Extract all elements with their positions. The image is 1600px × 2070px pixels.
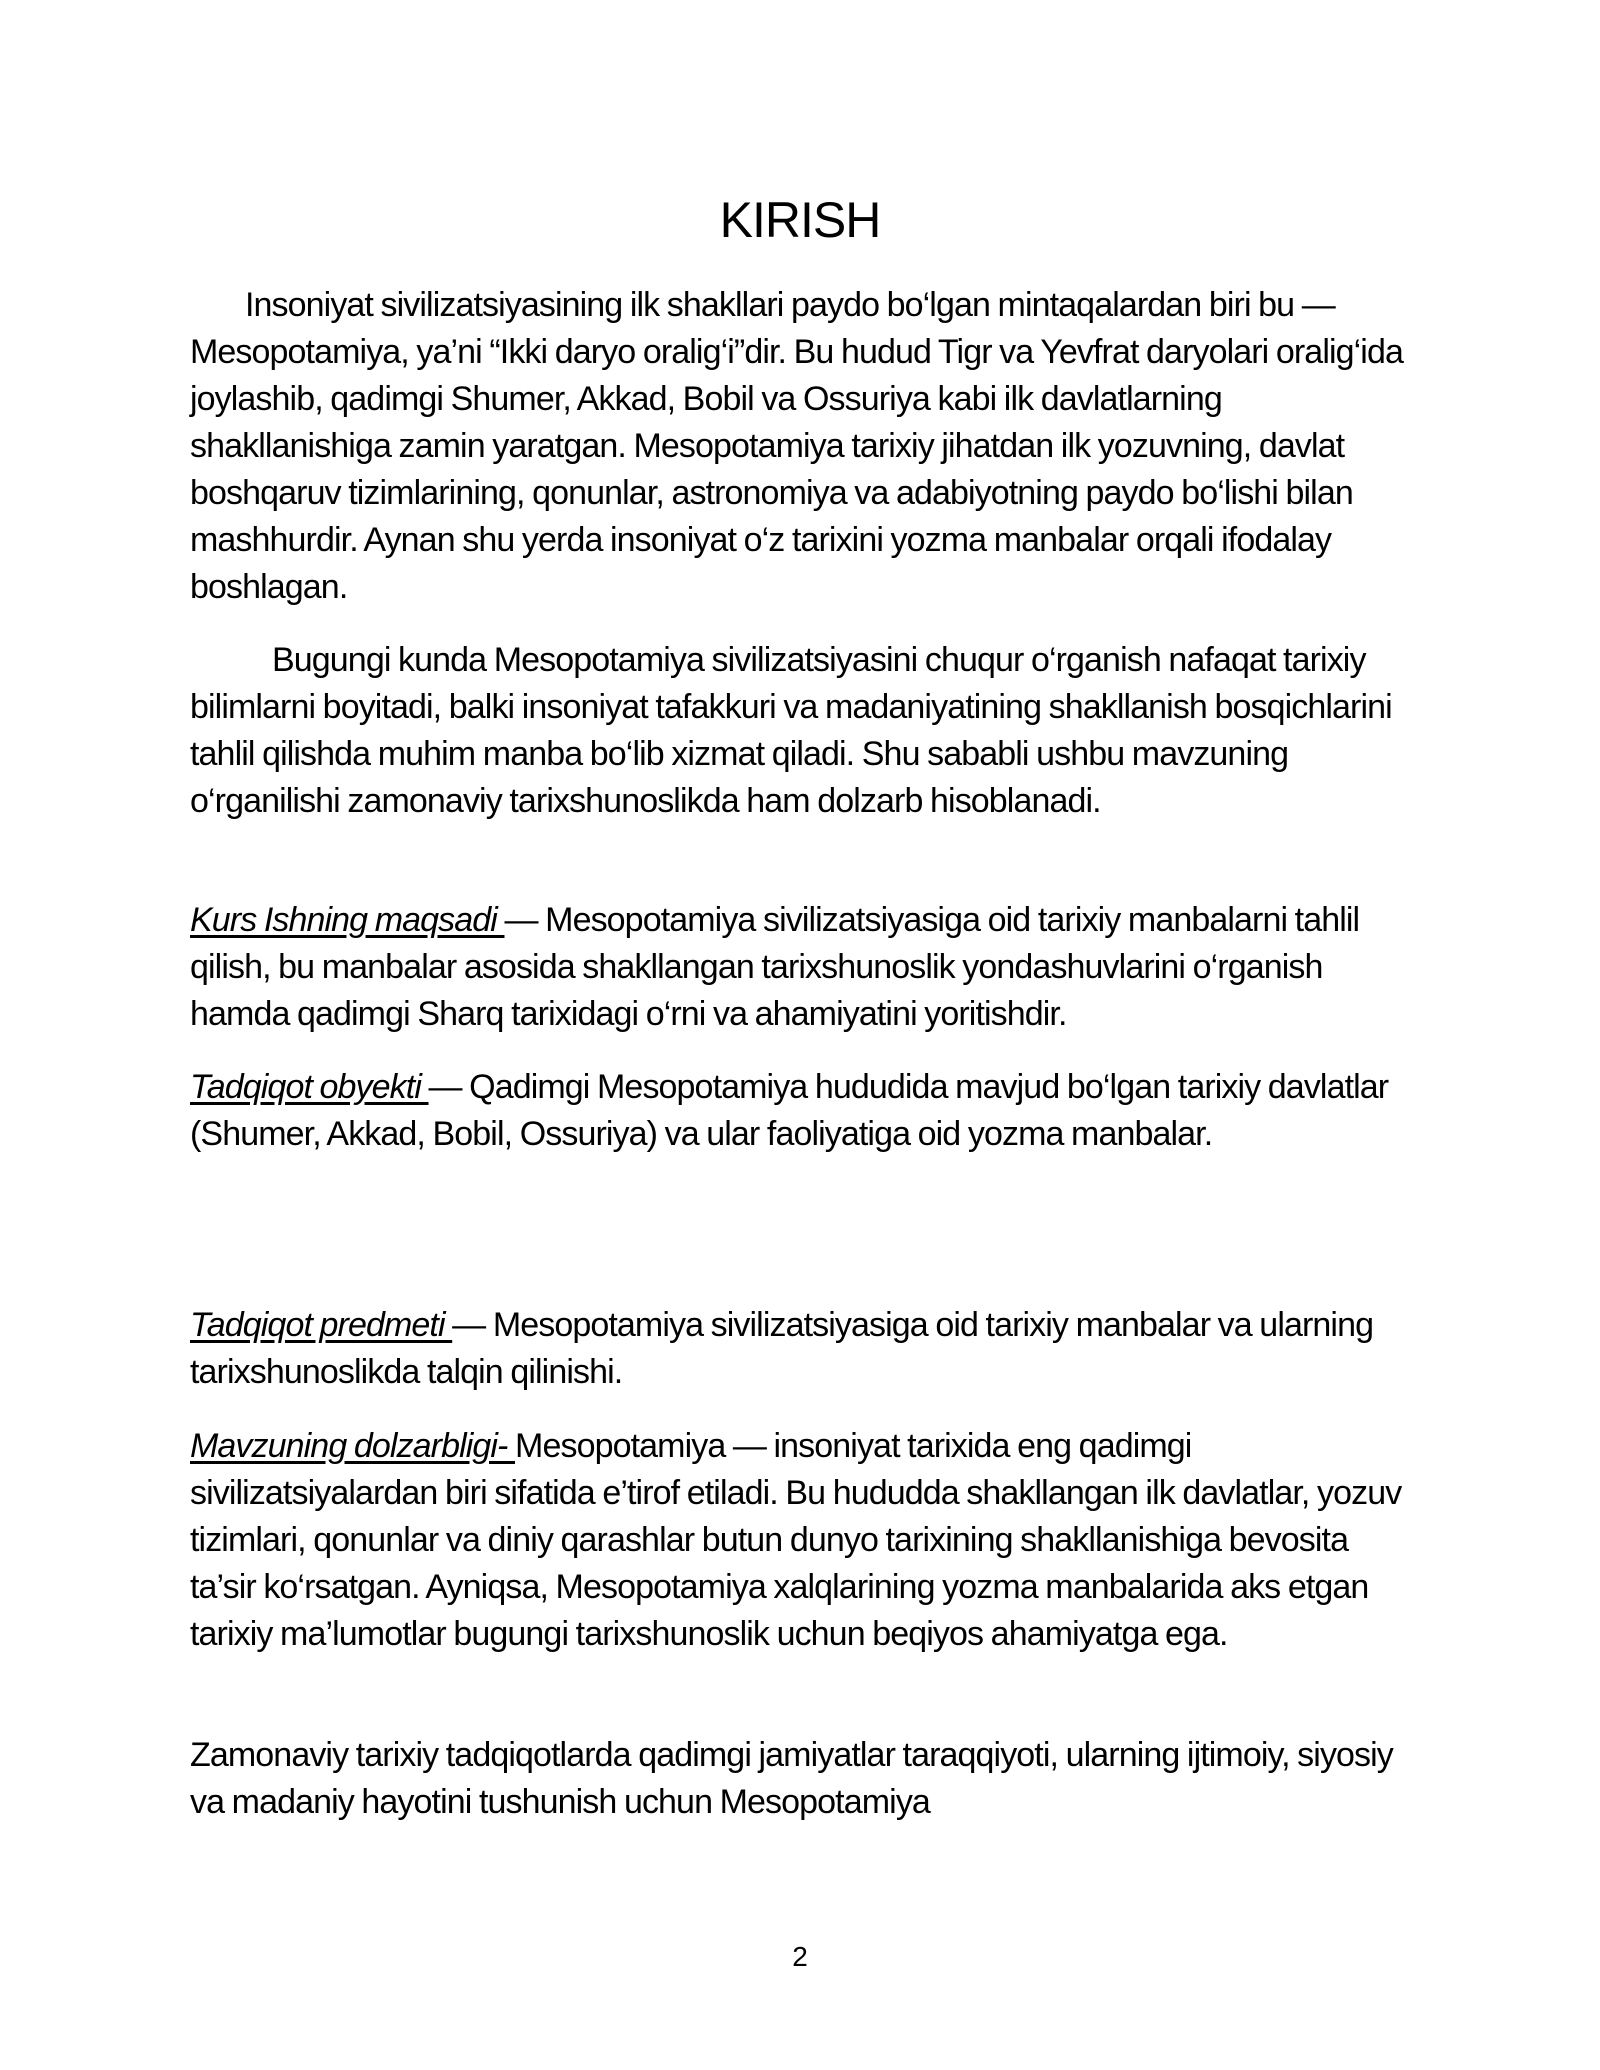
relevance-term: Mavzuning dolzarbligi- [190, 1427, 516, 1465]
subject-paragraph [190, 1302, 1420, 1396]
intro-paragraph: Insoniyat sivilizatsiyasining ilk shakllari paydo bo‘lgan mintaqalardan biri bu — Mesopotamiya, ya’ni “Ikki daryo oralig‘i”dir. Bu hudud Tigr va Yevfrat daryolari oralig‘ida joylashib, qadimgi Shumer, Akkad, Bobil va Ossuriya kabi ilk davlatlarning shakllanishiga zamin yaratgan. Mesopotamiya tarixiy jihatdan ilk yozuvning, davlat boshqaruv tizimlarining, qonunlar, astronomiya va adabiyotning paydo bo‘lishi bilan mashhurdir. Aynan shu yerda insoniyat o‘z tarixini yozma manbalar orqali ifodalay boshlagan. [190, 286, 1403, 606]
relevance-text: Mesopotamiya — insoniyat tarixida eng qadimgi sivilizatsiyalardan biri sifatida e’tirof etiladi. Bu hududda shakllangan ilk davlatlar, yozuv tizimlari, qonunlar va diniy qarashlar butun dunyo tarixining shakllanishiga bevosita ta’sir ko‘rsatgan. Ayniqsa, Mesopotamiya xalqlarining yozma manbalarida aks etgan tarixiy ma’lumotlar bugungi tarixshunoslik uchun beqiyos ahamiyatga ega. [190, 1427, 1402, 1653]
purpose-text: — Mesopotamiya sivilizatsiyasiga oid tarixiy manbalarni tahlil qilish, bu manbalar asosida shakllangan tarixshunoslik yondashuvlarini o‘rganish hamda qadimgi Sharq tarixidagi o‘rni va ahamiyatini yoritishdir. [190, 901, 1360, 1033]
object-paragraph [190, 1064, 1420, 1158]
subject-text: — Mesopotamiya sivilizatsiyasiga oid tarixiy manbalar va ularning tarixshunoslikda talqin qilinishi. [190, 1306, 1374, 1391]
subject-term: Tadqiqot predmeti [190, 1306, 453, 1344]
page-title: KIRISH [719, 192, 881, 248]
closing-paragraph: Zamonaviy tarixiy tadqiqotlarda qadimgi jamiyatlar taraqqiyoti, ularning ijtimoiy, siyosiy va madaniy hayotini tushunish uchun Mesopotamiya [190, 1736, 1393, 1821]
purpose-term: Kurs Ishning maqsadi [190, 901, 505, 939]
today-paragraph: Bugungi kunda Mesopotamiya sivilizatsiyasini chuqur o‘rganish nafaqat tarixiy bilimlarni boyitadi, balki insoniyat tafakkuri va madaniyatining shakllanish bosqichlarini tahlil qilishda muhim manba bo‘lib xizmat qiladi. Shu sababli ushbu mavzuning o‘rganilishi zamonaviy tarixshunoslikda ham dolzarb hisoblanadi. [190, 641, 1392, 820]
purpose-paragraph [190, 897, 1420, 1038]
object-text: — Qadimgi Mesopotamiya hududida mavjud bo‘lgan tarixiy davlatlar (Shumer, Akkad, Bobil, Ossuriya) va ular faoliyatiga oid yozma manbalar. [190, 1068, 1389, 1153]
page-number: 2 [792, 1941, 808, 1972]
relevance-paragraph [190, 1423, 1420, 1658]
object-term: Tadqiqot obyekti [190, 1068, 429, 1106]
